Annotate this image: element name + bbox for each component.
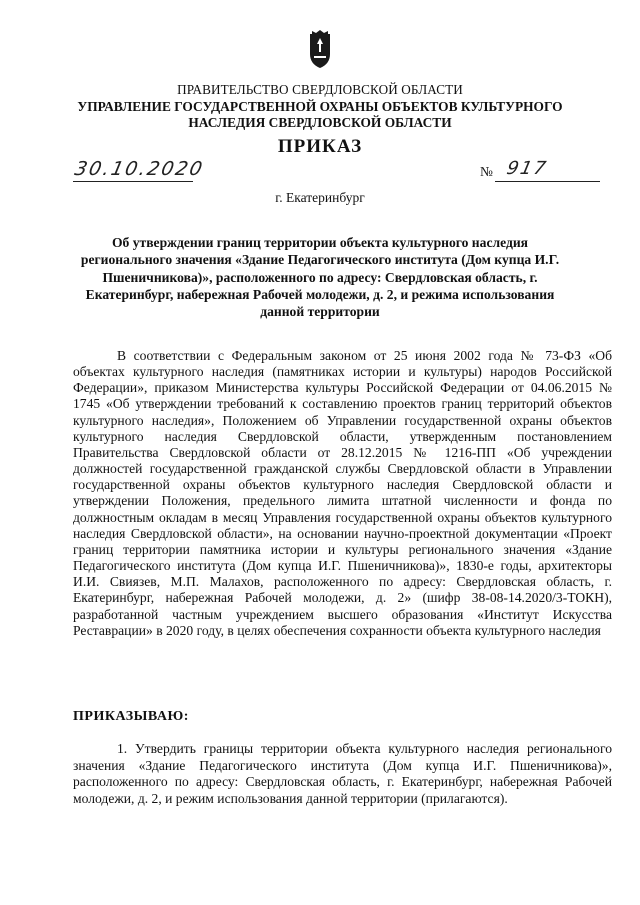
preamble-paragraph: В соответствии с Федеральным законом от 25 июня 2002 года № 73-ФЗ «Об объектах культурного наследия (памятниках истории и культуры) народов Российской Федерации», приказом Министерства культуры Российской Федерации от 04.06.2015 № 1745 «Об утверждении требований к составлению проектов границ территорий объектов культурного наследия», Положением об Управлении государственной охраны объектов культурного наследия Свердловской области, утвержденным постановлением Правительства Свердловской области от 28.12.2015 № 1216-ПП «Об учреждении должностей государственной гражданской службы Свердловской области в Управлении государственной охраны объектов культурного наследия Свердловской области и утверждении Положения, предельного лимита штатной численности и фонда по должностным окладам в месяц Управления государственной охраны объектов культурного наследия Свердловской области», на основании научно-проектной документации «Проект границ территории памятника истории и культуры регионального значения «Здание Педагогического института (Дом купца И.Г. Пшеничникова)», 1830-е годы, архитекторы И.И. Свиязев, М.П. Малахов, расположенного по адресу: Свердловская область, г. Екатеринбург, набережная Рабочей молодежи, д. 2» (шифр 38-08-14.2020/3-ТОКН), разработанной частным учреждением высшего образования «Институт Искусства Реставрации» в 2020 году, в целях обеспечения сохранности объекта культурного наследия — [73, 348, 612, 638]
order-subject: Об утверждении границ территории объекта культурного наследия регионального значения «Здание Педагогического института (Дом купца И.Г. Пшеничникова)», расположенного по адресу: Свердловская область, г. Екатеринбург, набережная Рабочей молодежи, д. 2, и режима использования данной территории — [80, 235, 560, 320]
government-name: ПРАВИТЕЛЬСТВО СВЕРДЛОВСКОЙ ОБЛАСТИ — [177, 82, 463, 97]
sverdlovsk-coat-of-arms-icon — [308, 30, 332, 70]
handwritten-date: 30.10.2020 — [72, 158, 207, 180]
date-field — [72, 157, 207, 182]
city-line: г. Екатеринбург — [275, 190, 365, 205]
number-field — [495, 157, 600, 182]
order-word: ПРИКАЗЫВАЮ: — [73, 709, 189, 724]
number-label: № — [480, 164, 493, 179]
order-item-1: 1. Утвердить границы территории объекта культурного наследия регионального значения «Здание Педагогического института (Дом купца И.Г. Пшеничникова)», расположенного по адресу: Свердловская область, г. Екатеринбург, набережная Рабочей молодежи, д. 2, и режим использования данной территории (прилагаются). — [73, 741, 612, 807]
handwritten-number: 917 — [504, 158, 550, 179]
department-name: УПРАВЛЕНИЕ ГОСУДАРСТВЕННОЙ ОХРАНЫ ОБЪЕКТОВ КУЛЬТУРНОГО НАСЛЕДИЯ СВЕРДЛОВСКОЙ ОБЛАСТИ — [77, 99, 563, 130]
document-title: ПРИКАЗ — [277, 136, 363, 157]
